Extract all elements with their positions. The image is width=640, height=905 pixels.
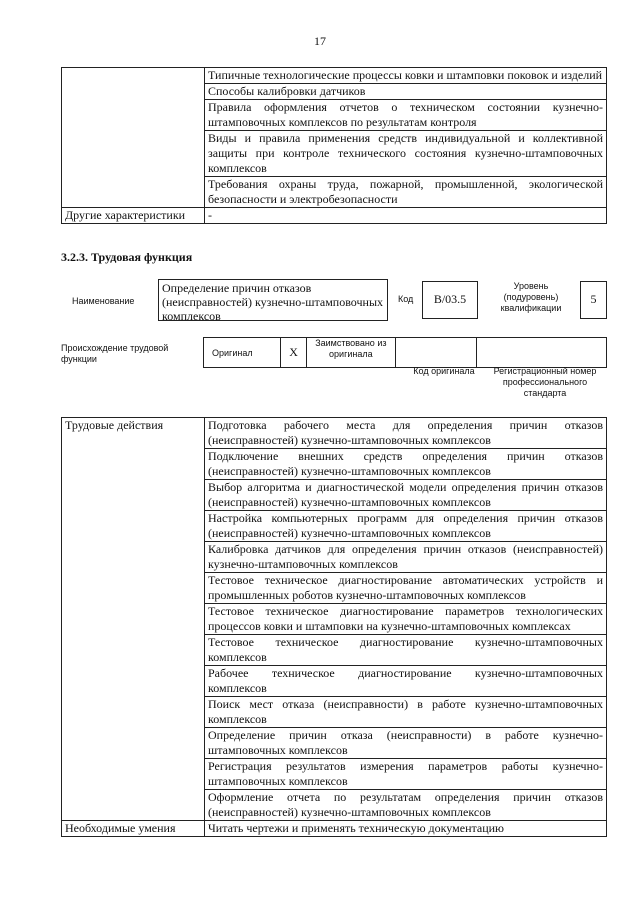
required-skill-item: Читать чертежи и применять техническую документацию (205, 821, 607, 837)
original-mark: X (281, 338, 307, 368)
labor-action-item: Подключение внешних средств определения причин отказов (неисправностей) кузнечно-штамповочных комплексов (205, 449, 607, 480)
labor-action-item: Поиск мест отказа (неисправности) в работе кузнечно-штамповочных комплексов (205, 697, 607, 728)
table-row (62, 418, 607, 449)
knowledge-item: Требования охраны труда, пожарной, промышленной, экологической безопасности и электробезопасности (205, 177, 607, 208)
labor-action-item: Оформление отчета по результатам определения причин отказов (неисправностей) кузнечно-штамповочных комплексов (205, 790, 607, 821)
labor-action-item: Регистрация результатов измерения параметров работы кузнечно-штамповочных комплексов (205, 759, 607, 790)
qualification-level-label: Уровень (подуровень) квалификации (500, 281, 562, 313)
labor-action-item: Подготовка рабочего места для определения причин отказов (неисправностей) кузнечно-штамповочных комплексов (205, 418, 607, 449)
page-number: 17 (314, 34, 326, 48)
table-row (204, 338, 607, 368)
knowledge-item: Способы калибровки датчиков (205, 84, 607, 100)
registration-caption: Регистрационный номер профессионального стандарта (493, 366, 597, 398)
name-label: Наименование (72, 296, 135, 306)
labor-action-item: Выбор алгоритма и диагностической модели определения причин отказов (неисправностей) кузнечно-штамповочных комплексов (205, 480, 607, 511)
code-caption: Код оригинала (413, 366, 475, 376)
code-label: Код (398, 294, 414, 304)
labor-action-item: Определение причин отказа (неисправности) в работе кузнечно-штамповочных комплексов (205, 728, 607, 759)
labor-action-item: Тестовое техническое диагностирование автоматических устройств и промышленных роботов кузнечно-штамповочных комплексов (205, 573, 607, 604)
required-skills-label: Необходимые умения (62, 821, 205, 837)
knowledge-item: Виды и правила применения средств индивидуальной и коллективной защиты при контроле технического состояния кузнечно-штамповочных комплексов (205, 131, 607, 177)
table-row (62, 208, 607, 224)
labor-action-item: Калибровка датчиков для определения причин отказов (неисправностей) кузнечно-штамповочных комплексов (205, 542, 607, 573)
original-label: Оригинал (204, 338, 281, 368)
original-code-cell (395, 338, 476, 368)
section-heading: 3.2.3. Трудовая функция (61, 250, 193, 264)
borrowed-label: Заимствовано из оригинала (307, 338, 396, 368)
registration-number-cell (476, 338, 606, 368)
labor-actions-table (61, 417, 607, 837)
knowledge-label-cell (62, 68, 205, 208)
origin-label: Происхождение трудовой функции (61, 343, 169, 364)
labor-action-item: Тестовое техническое диагностирование параметров технологических процессов ковки и штамповки на кузнечно-штамповочных комплексах (205, 604, 607, 635)
knowledge-table (61, 67, 607, 224)
origin-table (203, 337, 607, 368)
table-row (62, 68, 607, 84)
qualification-level-box: 5 (580, 281, 607, 319)
labor-action-item: Тестовое техническое диагностирование кузнечно-штамповочных комплексов (205, 635, 607, 666)
other-characteristics-label: Другие характеристики (62, 208, 205, 224)
function-name-box: Определение причин отказов (неисправностей) кузнечно-штамповочных комплексов (158, 279, 388, 321)
table-row (62, 821, 607, 837)
labor-actions-label: Трудовые действия (62, 418, 205, 821)
knowledge-item: Типичные технологические процессы ковки и штамповки поковок и изделий (205, 68, 607, 84)
function-code-box: B/03.5 (422, 281, 478, 319)
labor-action-item: Рабочее техническое диагностирование кузнечно-штамповочных комплексов (205, 666, 607, 697)
knowledge-item: Правила оформления отчетов о техническом состоянии кузнечно-штамповочных комплексов по результатам контроля (205, 100, 607, 131)
other-characteristics-value: - (205, 208, 607, 224)
labor-action-item: Настройка компьютерных программ для определения причин отказов (неисправностей) кузнечно-штамповочных комплексов (205, 511, 607, 542)
